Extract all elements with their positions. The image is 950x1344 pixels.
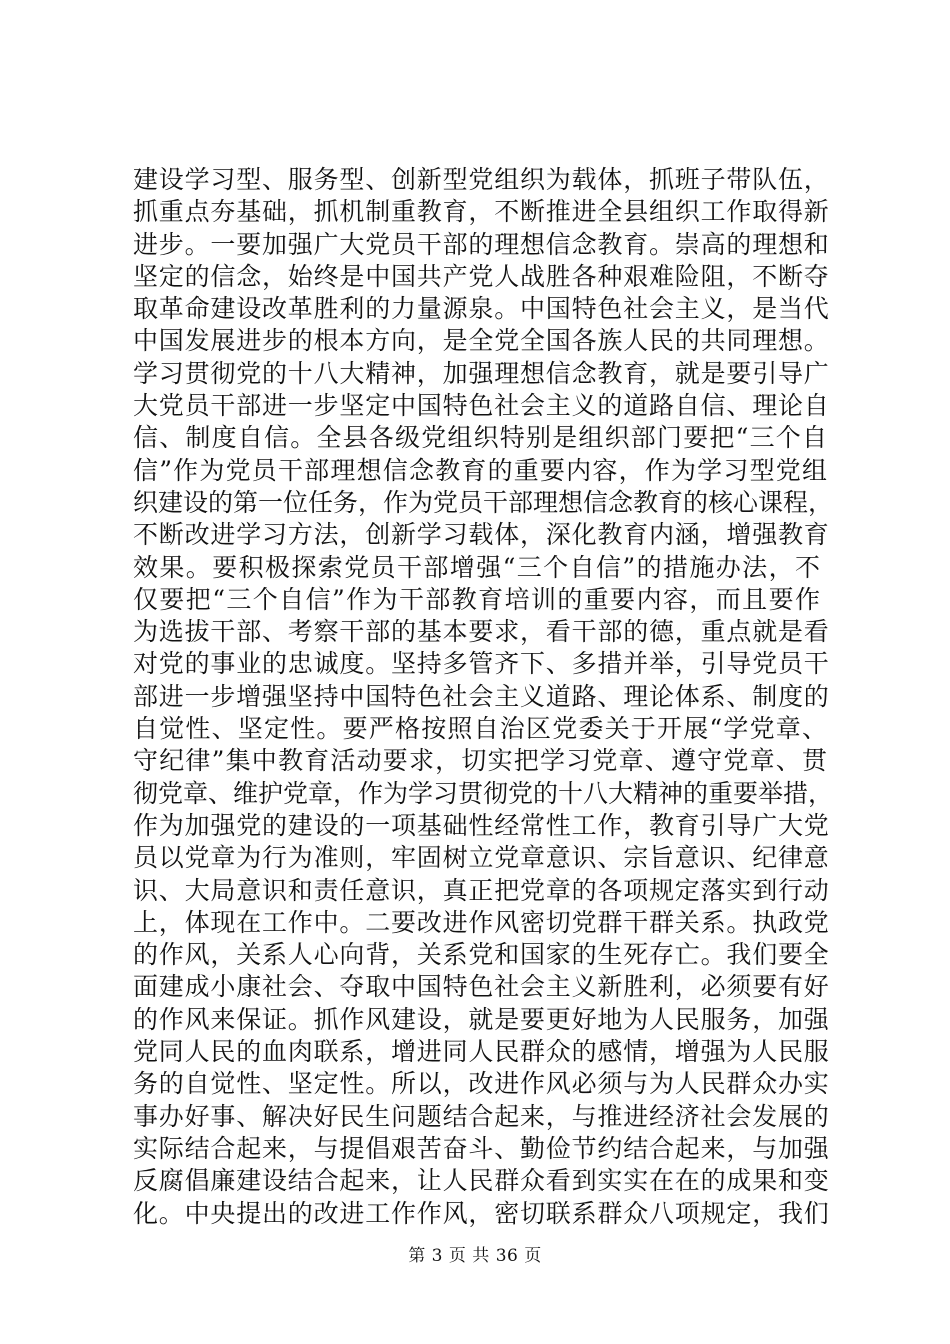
text-line: 学习贯彻党的十八大精神，加强理想信念教育，就是要引导广 [133, 358, 830, 388]
text-line: 仅要把“三个自信”作为干部教育培训的重要内容，而且要作 [133, 584, 822, 614]
text-line: 中国发展进步的根本方向，是全党全国各族人民的共同理想。 [133, 326, 830, 356]
text-line: 识、大局意识和责任意识，真正把党章的各项规定落实到行动 [133, 875, 830, 905]
text-line: 反腐倡廉建设结合起来，让人民群众看到实实在在的成果和变 [133, 1166, 830, 1196]
text-line: 对党的事业的忠诚度。坚持多管齐下、多措并举，引导党员干 [133, 649, 830, 679]
page-footer: 第 3 页 共 36 页 [408, 1246, 542, 1266]
text-line: 的作风来保证。抓作风建设，就是要更好地为人民服务，加强 [133, 1004, 830, 1034]
text-line: 务的自觉性、坚定性。所以，改进作风必须与为人民群众办实 [133, 1069, 830, 1099]
text-line: 为选拔干部、考察干部的基本要求，看干部的德，重点就是看 [133, 617, 830, 647]
text-line: 员以党章为行为准则，牢固树立党章意识、宗旨意识、纪律意 [133, 843, 830, 873]
text-line: 自觉性、坚定性。要严格按照自治区党委关于开展“学党章、 [133, 714, 829, 744]
text-line: 建设学习型、服务型、创新型党组织为载体，抓班子带队伍， [133, 165, 830, 194]
text-line: 实际结合起来，与提倡艰苦奋斗、勤俭节约结合起来，与加强 [133, 1133, 830, 1163]
text-line: 坚定的信念，始终是中国共产党人战胜各种艰难险阻，不断夺 [133, 261, 830, 291]
text-line: 守纪律”集中教育活动要求，切实把学习党章、遵守党章、贯 [133, 746, 829, 776]
text-line: 党同人民的血肉联系，增进同人民群众的感情，增强为人民服 [133, 1037, 830, 1067]
text-line: 不断改进学习方法，创新学习载体，深化教育内涵，增强教育 [133, 520, 830, 550]
text-line: 的作风，关系人心向背，关系党和国家的生死存亡。我们要全 [133, 940, 830, 970]
text-line: 作为加强党的建设的一项基础性经常性工作，教育引导广大党 [133, 810, 830, 840]
text-line: 部进一步增强坚持中国特色社会主义道路、理论体系、制度的 [133, 681, 830, 711]
text-line: 面建成小康社会、夺取中国特色社会主义新胜利，必须要有好 [133, 972, 830, 1002]
text-line: 大党员干部进一步坚定中国特色社会主义的道路自信、理论自 [133, 391, 830, 421]
text-line: 取革命建设改革胜利的力量源泉。中国特色社会主义，是当代 [133, 294, 830, 324]
text-line: 进步。一要加强广大党员干部的理想信念教育。崇高的理想和 [133, 229, 830, 259]
text-line: 织建设的第一位任务，作为党员干部理想信念教育的核心课程， [133, 487, 834, 517]
text-line: 信”作为党员干部理想信念教育的重要内容，作为学习型党组 [133, 455, 829, 485]
text-line: 抓重点夯基础，抓机制重教育，不断推进全县组织工作取得新 [133, 197, 830, 227]
text-line: 彻党章、维护党章，作为学习贯彻党的十八大精神的重要举措， [133, 778, 834, 808]
text-line: 上，体现在工作中。二要改进作风密切党群干群关系。执政党 [133, 907, 830, 937]
text-line: 事办好事、解决好民生问题结合起来，与推进经济社会发展的 [133, 1101, 830, 1131]
text-line: 信、制度自信。全县各级党组织特别是组织部门要把“三个自 [133, 423, 829, 453]
text-line: 效果。要积极探索党员干部增强“三个自信”的措施办法，不 [133, 552, 822, 582]
text-line: 化。中央提出的改进工作作风，密切联系群众八项规定，我们 [133, 1198, 830, 1228]
body-text [133, 164, 833, 1230]
